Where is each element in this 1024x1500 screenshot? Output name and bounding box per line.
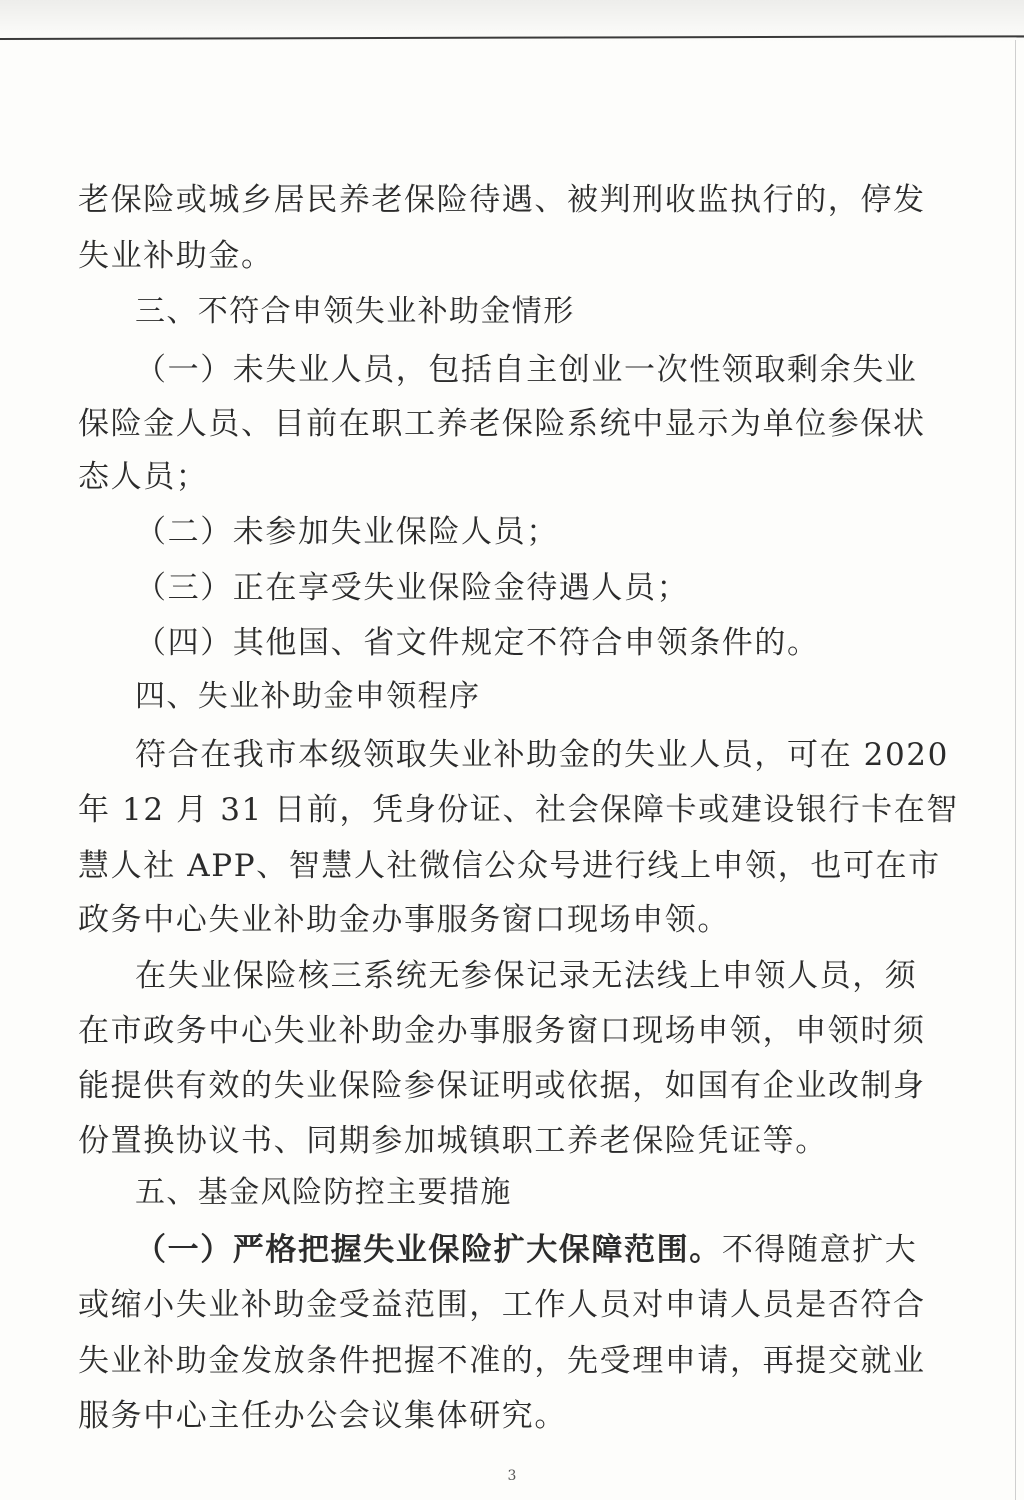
body-line: 政务中心失业补助金办事服务窗口现场申领。 [78, 902, 730, 938]
body-line: 份置换协议书、同期参加城镇职工养老保险凭证等。 [78, 1123, 828, 1159]
section-heading-5: 五、基金风险防控主要措施 [135, 1175, 512, 1210]
page-number: 3 [507, 1468, 517, 1484]
bold-lead-text: （一）严格把握失业保险扩大保障范围。 [135, 1232, 722, 1268]
body-line: 服务中心主任办公会议集体研究。 [78, 1398, 567, 1434]
section-heading-4: 四、失业补助金申领程序 [135, 679, 481, 714]
body-line: 失业补助金。 [78, 238, 274, 274]
body-line: 失业补助金发放条件把握不准的，先受理申请，再提交就业 [78, 1343, 926, 1379]
section-heading-3: 三、不符合申领失业补助金情形 [135, 294, 575, 329]
body-line: 老保险或城乡居民养老保险待遇、被判刑收监执行的，停发 [78, 182, 926, 218]
body-line: （二）未参加失业保险人员； [135, 514, 559, 550]
body-line: 慧人社 APP、智慧人社微信公众号进行线上申领，也可在市 [78, 848, 941, 884]
body-line: 年 12 月 31 日前，凭身份证、社会保障卡或建设银行卡在智 [78, 792, 959, 828]
body-line: 保险金人员、目前在职工养老保险系统中显示为单位参保状 [78, 406, 926, 442]
body-line: （四）其他国、省文件规定不符合申领条件的。 [135, 625, 820, 661]
body-line: （一）未失业人员，包括自主创业一次性领取剩余失业 [135, 352, 918, 388]
body-line: 在市政务中心失业补助金办事服务窗口现场申领，申领时须 [78, 1013, 926, 1049]
body-line: 态人员； [78, 459, 209, 495]
body-line: 或缩小失业补助金受益范围，工作人员对申请人员是否符合 [78, 1287, 926, 1323]
body-line: （三）正在享受失业保险金待遇人员； [135, 570, 690, 606]
body-text: 不得随意扩大 [721, 1232, 918, 1268]
body-line: 符合在我市本级领取失业补助金的失业人员，可在 2020 [135, 737, 949, 773]
body-line-with-bold-lead [135, 1230, 918, 1270]
body-line: 能提供有效的失业保险参保证明或依据，如国有企业改制身 [78, 1068, 926, 1104]
body-line: 在失业保险核三系统无参保记录无法线上申领人员，须 [135, 958, 918, 994]
